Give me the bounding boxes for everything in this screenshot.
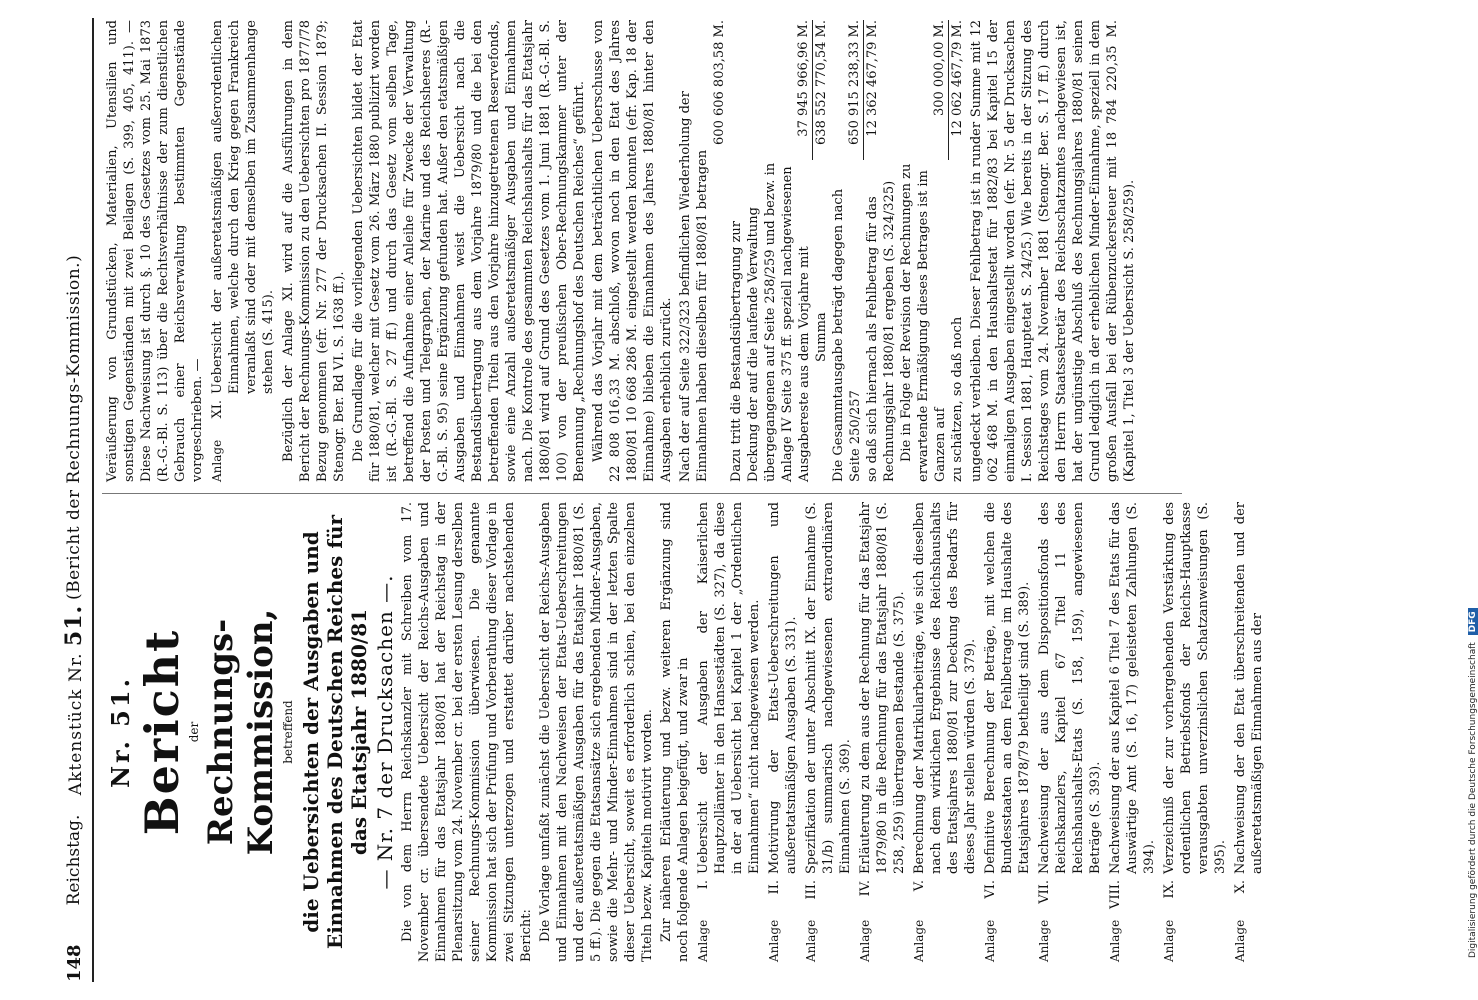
anlage-text: Verzeichniß der zur vorhergehenden Verstärkung des ordentlichen Betriebsfonds der Reichs-Hauptkasse verausgabten unverzinslichen Schatzanweisungen (S. 395).: [1162, 502, 1228, 874]
ermaessigung-amount: 300 000,00 M.: [931, 20, 949, 160]
doc-number: 51.: [61, 604, 87, 647]
anlage-label: Anlage: [210, 439, 224, 482]
fehlbetrag-row: [864, 20, 898, 482]
title-betreffend: betreffend: [281, 700, 295, 764]
anlage-label: Anlage: [1162, 919, 1176, 962]
anlage-number: VII.: [1037, 880, 1052, 904]
digitization-credit: [1468, 608, 1478, 958]
anlage-label: Anlage: [696, 919, 710, 962]
commission-name: Rechnungs-Kommission,: [201, 608, 281, 856]
intro-paragraph-3: Zur näheren Erläuterung und bezw. weiteren Ergänzung sind noch folgende Anlagen beigefügt, und zwar in: [659, 502, 691, 962]
summa-row: [813, 20, 830, 482]
anlage-text: Nachweisung der den Etat überschreitenden und der außeretatsmäßigen Einnahmen aus der: [1233, 502, 1265, 874]
rest-label: zu schätzen, so daß noch: [950, 316, 965, 482]
anlage-item: [857, 502, 908, 962]
anlage-number: II.: [767, 880, 782, 895]
credit-text: Digitalisierung gefördert durch die Deutsche Forschungsgemeinschaft: [1468, 642, 1478, 958]
anlage-number: IV.: [858, 880, 873, 897]
anlage-item-xi: [209, 20, 277, 482]
continuation-paragraph: Veräußerung von Grundstücken, Materialien, Utensilien und sonstigen Gegenständen mit zwei Beilagen (S. 399, 405, 411). — Diese Nachweisung ist durch §. 10 des Gesetzes vom 25. Mai 1873 (R.-G.-Bl. S. 113) über die Rechtsverhältnisse der zum dienstlichen Gebrauch einer Reichsverwaltung bestimmten Gegenstände vorgeschrieben. —: [105, 20, 205, 482]
anlage-text: Nachweisung der aus Kapitel 6 Titel 7 des Etats für das Auswärtige Amt (S. 16, 17) geleisteten Zahlungen (S. 394).: [1108, 502, 1157, 874]
ausgabe-label: Die Gesammtausgabe beträgt dagegen nach Seite 250/257: [831, 188, 863, 482]
body-paragraph-2: Die Grundlage für die vorliegenden Uebersichten bildet der Etat für 1880/81, welcher mit Gesetz vom 26. März 1880 publizirt worden ist (R.-G.-Bl. S. 27 ff.) und durch das Gesetz vom selben Tage, betreffend die Aufnahme einer Anleihe für Zwecke der Verwaltung der Posten und Telegraphen, der Marine und des Reichsheeres (R.-G.-Bl. S. 95) seine Ergänzung gefunden hat. Außer den etatsmäßigen Ausgaben und Einnahmen weist die Uebersicht nach die Bestandsübertragung aus dem Vorjahre 1879/80 und die bei den betreffenden Titeln aus den Vorjahre hinzugetretenen Reservefonds, sowie eine Anzahl außeretatsmäßiger Ausgaben und Einnahmen nach. Die Kontrole des gesammten Reichshaushalts für das Etatsjahr 1880/81 wird auf Grund des Gesetzes vom 1. Juni 1881 (R.-G.-Bl. S. 100) von der preußischen Ober-Rechnungskammer unter der Benennung „Rechnungshof des Deutschen Reiches“ geführt.: [351, 20, 587, 482]
einnahmen-amount-row: [711, 20, 728, 482]
anlage-item: [1161, 502, 1229, 962]
anlage-label: Anlage: [912, 919, 926, 962]
bestand-text: Dazu tritt die Bestandsübertragung zur Deckung der auf die laufende Verwaltung übergegangenen auf Seite 258/259 und bezw. in Anlage IV Seite 375 ff. speziell nachgewiesenen Ausgabereste aus dem Vorjahre mit: [729, 162, 812, 482]
einnahmen-amount: 600 606 803,58 M.: [712, 20, 727, 145]
ausgabe-amount: 650 915 238,33 M.: [846, 20, 864, 160]
anlage-item: [695, 502, 763, 962]
einnahmen-row: [677, 20, 711, 482]
report-subject: die Uebersichten der Ausgaben und Einnahmen des Deutschen Reiches für das Etatsjahr 1880/81: [299, 514, 371, 950]
bestand-row: [728, 20, 813, 482]
title-der: der: [187, 721, 201, 743]
body-paragraph-1: Bezüglich der Anlage XI. wird auf die Ausführungen in dem Bericht der Rechnungs-Kommission zu den Uebersichten pro 1877/78 Bezug genommen (efr. Nr. 277 der Drucksachen II. Session 1879; Stenogr. Ber. Bd VI. S. 1638 ff.).: [281, 20, 347, 482]
document-number: Nr. 51.: [106, 676, 135, 788]
ermaessigung-label: Die in Folge der Revision der Rechnungen zu erwartende Ermäßigung dieses Betrages ist im Ganzen auf: [899, 163, 948, 482]
anlage-label: Anlage: [858, 919, 872, 962]
anlage-text: Nachweisung der aus dem Dispositionsfonds des Reichskanzlers, Kapitel 67 Titel 11 des Reichshaushalts-Etats (S. 158, 159), angewiesenen Beträge (S. 393).: [1037, 502, 1103, 874]
column-divider: [102, 493, 1182, 494]
anlage-item: [1107, 502, 1158, 962]
anlage-item: [1232, 502, 1266, 962]
anlage-item: [911, 502, 979, 962]
rest-amount: 12 062 467,79 M.: [950, 20, 965, 137]
page-number: 148: [63, 944, 85, 982]
rest-row: [949, 20, 966, 482]
anlage-item: [766, 502, 800, 962]
fehlbetrag-label: so daß sich hiernach als Fehlbetrag für das Rechnungsjahr 1880/81 ergeben (S. 324/325): [865, 180, 897, 482]
summa-amount: 638 552 770,54 M.: [814, 20, 829, 145]
anlage-label: Anlage: [1108, 919, 1122, 962]
anlage-number: VIII.: [1108, 880, 1123, 909]
anlage-text: Berechnung der Matrikularbeiträge, wie sich dieselben nach dem wirklichen Ergebnisse des Reichshaushalts des Etatsjahres 1880/81 zur Deckung des Bedarfs für dieses Jahr stellen würden (S. 379).: [912, 502, 978, 874]
left-column: [102, 502, 1269, 962]
anlagen-list: [695, 502, 1266, 962]
anlage-label: Anlage: [1233, 919, 1247, 962]
anlage-number: I.: [696, 880, 711, 890]
document-reference: [61, 600, 87, 800]
summa-label: Summa: [814, 312, 829, 362]
bestand-amount: 37 945 966,96 M.: [795, 20, 813, 160]
anlage-number: V.: [912, 880, 927, 892]
anlage-number: III.: [804, 880, 819, 900]
header-rule: [92, 18, 94, 982]
drucksache-reference: — Nr. 7 der Drucksachen —.: [373, 574, 397, 890]
anlage-text: Uebersicht der Ausgaben der Kaiserlichen Hauptzollämter in den Hansestädten (S. 327), da diese in der ad Uebersicht bei Kapitel 1 der „Ordentlichen Einnahmen“ nicht nachgewiesen werden.: [696, 502, 762, 874]
fehlbetrag-amount: 12 362 467,79 M.: [865, 20, 880, 137]
anlage-item: [803, 502, 854, 962]
anlage-label: Anlage: [804, 919, 818, 962]
page-content: [60, 20, 1478, 982]
ermaessigung-row: [898, 20, 949, 482]
anlage-text: Spezifikation der unter Abschnitt IX. der Einnahme (S. 31/b) summarisch nachgewiesenen extraordinären Einnahmen (S. 369).: [804, 502, 853, 874]
intro-paragraph-1: Die von dem Herrn Reichskanzler mit Schreiben vom 17. November cr. übersendete Uebersicht der Reichs-Ausgaben und Einnahmen für das Etatsjahr 1880/81 hat der Reichstag in der Plenarsitzung vom 24. November cr. bei der ersten Lesung derselben seiner Rechnungs-Kommission überwiesen. Die genannte Kommission hat sich der Prüfung und Vorberathung dieser Vorlage in zwei Sitzungen unterzogen und erstattet darüber nachstehenden Bericht:: [400, 502, 534, 962]
ausgabe-row: [830, 20, 864, 482]
anlage-text: Definitive Berechnung der Beträge, mit welchen die Bundesstaaten an dem Fehlbetrage im Haushalte des Etatsjahres 1878/79 betheiligt sind (S. 389).: [983, 502, 1032, 874]
right-column: [102, 20, 1140, 482]
body-paragraph-final: ungedeckt verbleiben. Dieser Fehlbetrag ist in runder Summe mit 12 062 468 M. in den Haushaltsetat für 1882/83 bei Kapitel 15 der einmaligen Ausgaben eingestellt worden (efr. Nr. 5 der Drucksachen I. Session 1881, Hauptetat S. 24/25.) Wie bereits in der Sitzung des Reichstages vom 24. November 1881 (Stenogr. Ber. S. 17 ff.) durch den Herrn Staatssekretär des Reichsschatzamtes nachgewiesen ist, hat der ungünstige Abschluß des Rechnungsjahres 1880/81 seinen Grund lediglich in der erheblichen Minder-Einnahme, speziell in dem großen Ausfall bei der Rübenzuckersteuer mit 18 784 220,35 M. (Kapitel 1, Titel 3 der Uebersicht S. 258/259).: [969, 20, 1137, 482]
report-reference: (Bericht der Rechnungs-Kommission.): [64, 254, 84, 600]
anlage-item: [982, 502, 1033, 962]
dfg-logo: DFG: [1468, 608, 1478, 635]
anlage-label: Anlage: [767, 919, 781, 962]
body-paragraph-3: Während das Vorjahr mit dem beträchtlichen Ueberschusse von 22 808 016,33 M. abschloß, wovon noch in den Etat des Jahres 1880/81 10 668 286 M. eingestellt werden konnten (efr. Kap. 18 der Einnahme) blieben die Einnahmen des Jahres 1880/81 hinter den Ausgaben erheblich zurück.: [591, 20, 674, 482]
anlage-label: Anlage: [1037, 919, 1051, 962]
anlage-number: VI.: [983, 880, 998, 899]
anlage-text: Uebersicht der außeretatsmäßigen außerordentlichen Einnahmen, welche durch den Krieg gegen Frankreich veranlaßt sind oder mit demselben im Zusammenhange stehen (S. 415).: [210, 20, 276, 394]
doc-label: Aktenstück Nr.: [66, 652, 86, 796]
anlage-number: XI.: [210, 400, 225, 419]
anlage-item: [1036, 502, 1104, 962]
source-name: Reichstag.: [64, 814, 84, 906]
running-head: [60, 18, 88, 982]
anlage-text: Erläuterung zu dem aus der Rechnung für das Etatsjahr 1879/80 in die Rechnung für das Etatsjahr 1880/81 (S. 258, 259) übertragenen Bestande (S. 375).: [858, 502, 907, 874]
document-title: Bericht: [135, 628, 189, 836]
anlage-text: Motivirung der Etats-Ueberschreitungen und außeretatsmäßigen Ausgaben (S. 331).: [767, 502, 799, 874]
anlage-number: X.: [1233, 880, 1248, 894]
intro-paragraph-2: Die Vorlage umfaßt zunächst die Uebersicht der Reichs-Ausgaben und Einnahmen mit den Nachweisen der Etats-Ueberschreitungen und der außeretatsmäßigen Ausgaben für das Etatsjahr 1880/81 (S. 5 ff.). Die gegen die Etatsansätze sich ergebenden Minder-Ausgaben, sowie die Mehr- und Minder-Einnahmen sind in der letzten Spalte dieser Uebersicht, soweit es erforderlich schien, bei den einzelnen Titeln bezw. Kapiteln motivirt worden.: [538, 502, 655, 962]
einnahmen-text: Nach der auf Seite 322/323 befindlichen Wiederholung der Einnahmen haben dieselben für 1880/81 betragen: [678, 91, 710, 482]
anlage-label: Anlage: [983, 919, 997, 962]
anlage-number: IX.: [1162, 880, 1177, 899]
